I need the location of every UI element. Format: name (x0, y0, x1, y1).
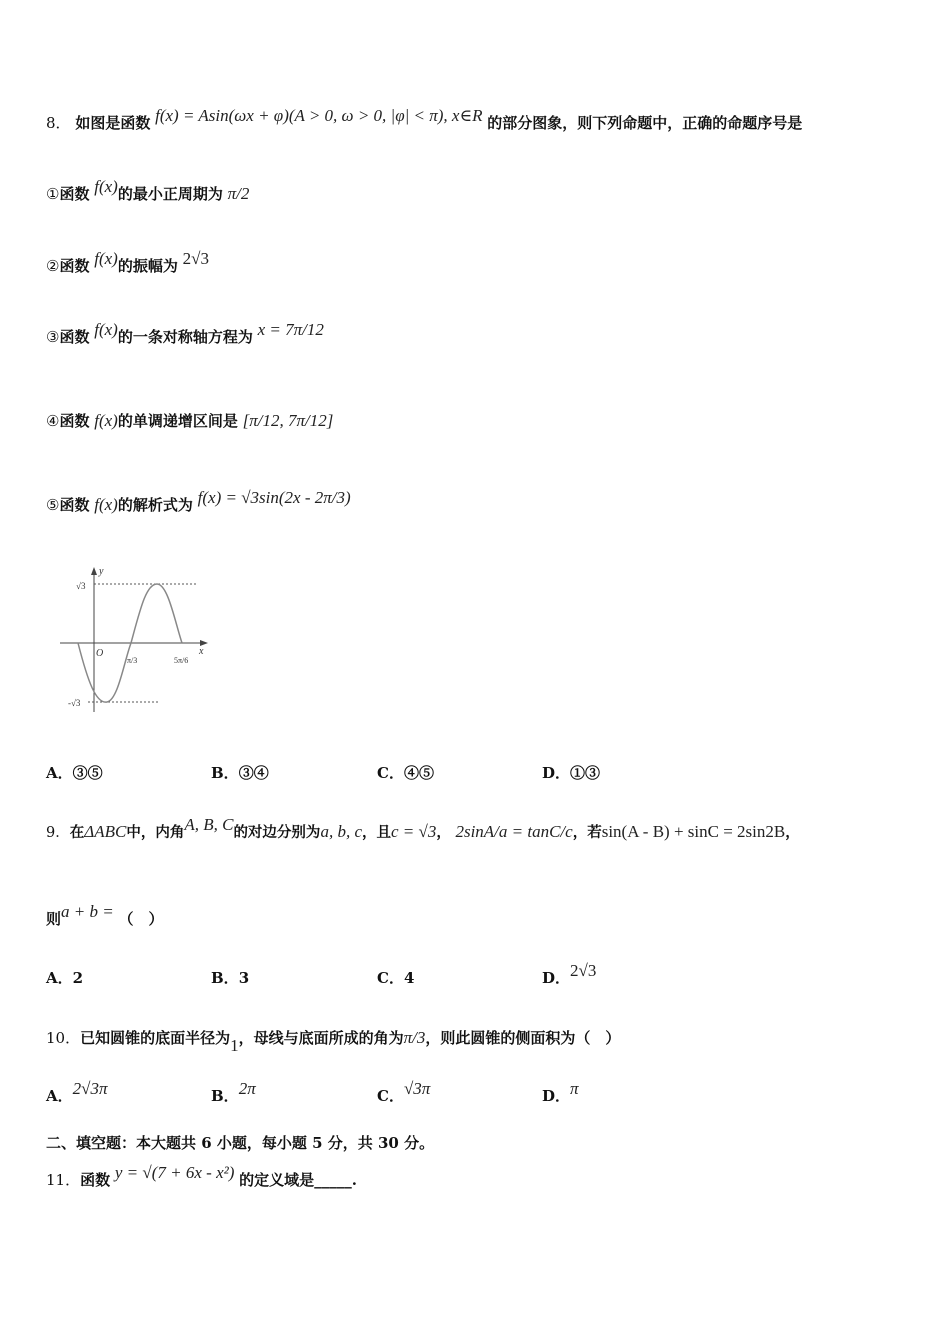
q8-item-1-prefix: 函数 (59, 185, 90, 203)
q11-number: 11． (46, 1171, 81, 1189)
q10-text-3: ，则此圆锥的侧面积为（ ） (425, 1029, 621, 1047)
q8-option-c[interactable] (377, 763, 434, 783)
q10-radius: 1 (230, 1036, 239, 1055)
q9-ask-prefix: 则 (46, 910, 62, 928)
q8-item-4 (46, 411, 333, 431)
q8-option-c-text: ④⑤ (403, 764, 434, 782)
q8-item-4-func: f(x) (94, 411, 118, 430)
q8-item-3 (46, 320, 324, 347)
q8-item-1-mark: ① (46, 185, 60, 203)
q8-graph (58, 562, 218, 718)
q9-text-2: 中，内角 (126, 824, 185, 841)
q8-item-4-value: [π/12, 7π/12] (242, 411, 334, 430)
q9-option-d-text: 2√3 (570, 961, 597, 980)
q10-option-a-text: 2√3π (72, 1079, 108, 1098)
q8-item-3-func: f(x) (94, 320, 118, 339)
q8-option-b-letter: B． (211, 764, 239, 782)
q10-option-b-letter: B． (211, 1087, 239, 1105)
q8-item-5-text: 的解析式为 (117, 496, 193, 514)
graph-tick-1-label: π/3 (127, 656, 138, 665)
q8-item-2-text: 的振幅为 (117, 257, 178, 275)
graph-origin-label: O (96, 648, 104, 659)
q8-item-1-text: 的最小正周期为 (117, 185, 223, 203)
q10-angle: π/3 (403, 1028, 426, 1047)
q9-text-5: ， (436, 824, 451, 841)
q9-triangle: ΔABC (84, 822, 127, 841)
q8-option-d-letter: D． (542, 764, 571, 782)
q8-item-1-value: π/2 (227, 184, 250, 203)
q8-item-4-text: 的单调递增区间是 (117, 412, 238, 430)
q9-option-d[interactable] (542, 961, 597, 988)
q9-option-a[interactable] (46, 968, 83, 988)
q11-text-1: 函数 (80, 1171, 111, 1189)
q9-option-c-text: 4 (403, 969, 415, 987)
q8-item-2-value: 2√3 (182, 249, 209, 268)
q9-option-b[interactable] (211, 968, 249, 988)
q8-item-5-value: f(x) = √3sin(2x - 2π/3) (197, 488, 351, 507)
q9-option-b-text: 3 (238, 969, 250, 987)
q10-option-d-text: π (570, 1079, 579, 1098)
graph-y-arrow (91, 567, 97, 575)
q11-formula: y = √(7 + 6x - x²) (114, 1163, 235, 1182)
q11-blank[interactable]: _____ (314, 1171, 352, 1189)
q9-text-6: ，若 (572, 824, 602, 841)
q8-item-2 (46, 249, 209, 276)
q10-text-2: ，母线与底面所成的角为 (238, 1029, 404, 1047)
q8-item-1-func: f(x) (94, 177, 118, 196)
q8-option-d-text: ①③ (570, 764, 601, 782)
q8-item-5-prefix: 函数 (59, 496, 90, 514)
q8-item-4-prefix: 函数 (59, 412, 90, 430)
q8-option-a-text: ③⑤ (72, 764, 103, 782)
q9-text-4: ，且 (361, 824, 391, 841)
q10-option-b-text: 2π (238, 1079, 256, 1098)
q9-text-7: ， (785, 824, 800, 841)
q9-paren: （ ） (118, 910, 164, 928)
q8-item-1 (46, 177, 250, 204)
graph-x-label: x (199, 646, 204, 657)
graph-y-label: y (99, 566, 104, 577)
q8-item-4-mark: ④ (46, 412, 60, 430)
q8-formula: f(x) = Asin(ωx + φ)(A > 0, ω > 0, |φ| < π), x∈R (155, 106, 483, 125)
q8-item-3-prefix: 函数 (59, 328, 90, 346)
q8-option-d[interactable] (542, 763, 600, 783)
q10-option-c[interactable] (377, 1079, 431, 1106)
q9-sides: a, b, c (320, 822, 362, 841)
q9-cond-2: 2sinA/a = tanC/c (455, 822, 573, 841)
q8-lead: 如图是函数 (75, 114, 151, 132)
q9-option-a-letter: A． (46, 969, 73, 987)
q10-option-d[interactable] (542, 1079, 579, 1106)
q9-ask-expr: a + b = (61, 902, 114, 921)
q9-option-c[interactable] (377, 968, 414, 988)
q8-item-5-func: f(x) (94, 495, 118, 514)
q8-option-c-letter: C． (377, 764, 404, 782)
q10-option-b[interactable] (211, 1079, 256, 1106)
q8-item-5 (46, 488, 351, 515)
q8-item-2-func: f(x) (94, 249, 118, 268)
q9-option-d-letter: D． (542, 969, 571, 987)
q10-option-a[interactable] (46, 1079, 108, 1106)
graph-bottom-label: -√3 (68, 698, 81, 708)
q11-stem (46, 1163, 357, 1190)
q9-cond-3: sin(A - B) + sinC = 2sin2B (601, 822, 786, 841)
q8-item-3-text: 的一条对称轴方程为 (117, 328, 253, 346)
q8-option-a-letter: A． (46, 764, 73, 782)
q10-option-c-letter: C． (377, 1087, 404, 1105)
q8-tail: 的部分图象，则下列命题中，正确的命题序号是 (487, 114, 803, 132)
q8-item-2-prefix: 函数 (59, 257, 90, 275)
q9-option-c-letter: C． (377, 969, 404, 987)
q8-item-2-mark: ② (46, 257, 60, 275)
q10-text-1: 已知圆锥的底面半径为 (80, 1029, 231, 1047)
q8-option-b-text: ③④ (238, 764, 269, 782)
q8-item-3-mark: ③ (46, 328, 60, 346)
q9-text-1: 在 (69, 824, 85, 841)
q8-number: 8． (46, 114, 71, 132)
q9-stem (46, 815, 800, 843)
q9-angles: A, B, C (184, 815, 234, 834)
q8-stem (46, 106, 803, 133)
q8-item-3-value: x = 7π/12 (257, 320, 324, 339)
q10-option-d-letter: D． (542, 1087, 571, 1105)
q8-option-a[interactable] (46, 763, 103, 783)
q9-ask (46, 902, 164, 929)
q8-option-b[interactable] (211, 763, 269, 783)
q9-cond-1: c = √3 (390, 822, 437, 841)
q10-number: 10． (46, 1029, 81, 1047)
q9-number: 9． (46, 825, 70, 841)
q9-option-b-letter: B． (211, 969, 239, 987)
section-2-title: 二、填空题：本大题共 6 小题，每小题 5 分，共 30 分。 (46, 1134, 435, 1152)
q10-option-c-text: √3π (403, 1079, 431, 1098)
q10-option-a-letter: A． (46, 1087, 73, 1105)
q11-text-2: 的定义域是 (239, 1171, 315, 1189)
q10-stem (46, 1028, 621, 1055)
q9-option-a-text: 2 (72, 969, 84, 987)
q9-text-3: 的对边分别为 (233, 824, 321, 841)
q8-item-5-mark: ⑤ (46, 496, 60, 514)
graph-top-label: √3 (76, 581, 86, 591)
graph-tick-2-label: 5π/6 (174, 656, 189, 665)
q11-end: . (351, 1171, 357, 1189)
